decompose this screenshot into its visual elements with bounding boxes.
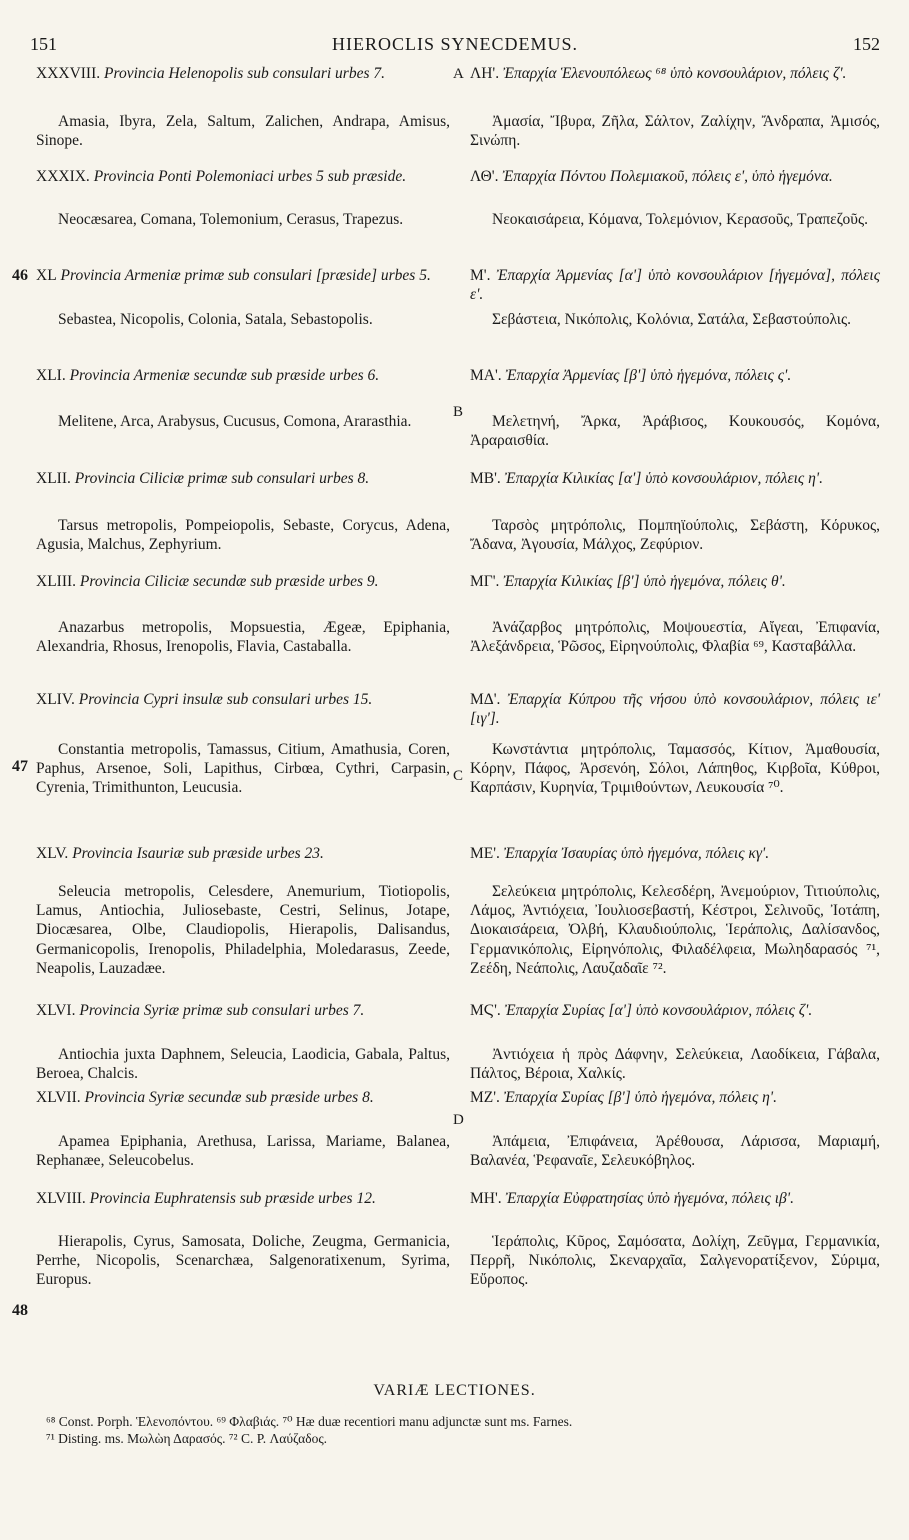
- section-number: ΛΗ'.: [470, 65, 500, 82]
- section-number: Μ'.: [470, 267, 491, 284]
- footnote-line: ⁶⁸ Const. Porph. Ἑλενοπόντου. ⁶⁹ Φλαβιάς. ⁷⁰ Hæ duæ recentiori manu adjunctæ sunt ms. Farnes.: [46, 1414, 573, 1429]
- city-list: Ἀμασία, Ἴβυρα, Ζῆλα, Σάλτον, Ζαλίχην, Ἄνδραπα, Ἀμισός, Σινώπη.: [470, 113, 880, 150]
- section-title-text: Provincia Helenopolis sub consulari urbes 7.: [104, 65, 385, 82]
- section-title-text: Ἐπαρχία Κιλικίας [α'] ὑπὸ κονσουλάριον, πόλεις η'.: [504, 470, 823, 487]
- city-list: Μελετηνή, Ἄρκα, Ἀράβισος, Κουκουσός, Κομόνα, Ἀραραισθία.: [470, 413, 880, 450]
- city-list: Anazarbus metropolis, Mopsuestia, Ægeæ, Epiphania, Alexandria, Rhosus, Irenopolis, Flavia, Castaballa.: [36, 619, 450, 656]
- margin-letter-b: B: [453, 404, 464, 420]
- section-heading: [36, 1088, 450, 1107]
- section-title-text: Ἐπαρχία Πόντου Πολεμιακοῦ, πόλεις ε', ὑπὸ ἡγεμόνα.: [502, 168, 833, 185]
- page-header: [30, 34, 880, 62]
- city-list: Σεβάστεια, Νικόπολις, Κολόνια, Σατάλα, Σεβαστούπολις.: [492, 311, 851, 328]
- section-heading: [36, 1001, 450, 1020]
- section-number: XLVIII.: [36, 1190, 86, 1207]
- section-title-text: Ἐπαρχία Ἀρμενίας [α'] ὑπὸ κονσουλάριον [ἡγεμόνα], πόλεις ε'.: [470, 267, 881, 304]
- section-title-text: Provincia Ciliciæ primæ sub consulari urbes 8.: [74, 470, 370, 487]
- city-list: Ἱεράπολις, Κῦρος, Σαμόσατα, Δολίχη, Ζεῦγμα, Γερμανικία, Περρῆ, Νικόπολις, Σκεναρχαῖα, Σαλγενορατίξενον, Σύριμα, Εὔροπος.: [470, 1233, 880, 1289]
- city-list: Melitene, Arca, Arabysus, Cucusus, Comona, Ararasthia.: [58, 413, 412, 430]
- section-title-text: Provincia Euphratensis sub præside urbes 12.: [89, 1190, 376, 1207]
- city-list: Ἀντιόχεια ἡ πρὸς Δάφνην, Σελεύκεια, Λαοδίκεια, Γάβαλα, Πάλτος, Βέροια, Χαλκίς.: [470, 1046, 880, 1083]
- city-list: Ἀπάμεια, Ἐπιφάνεια, Ἀρέθουσα, Λάρισσα, Μαριαμή, Βαλανέα, Ῥεφαναῖε, Σελευκόβηλος.: [470, 1133, 880, 1170]
- running-title: HIEROCLIS SYNECDEMUS.: [331, 34, 579, 54]
- section-heading: [36, 266, 450, 285]
- section-heading: [470, 1189, 880, 1208]
- section-heading: [36, 64, 450, 83]
- section-number: XLVII.: [36, 1089, 81, 1106]
- section-heading: [36, 1189, 450, 1208]
- section-number: ΛΘ'.: [470, 168, 499, 185]
- section-number: XLI.: [36, 367, 66, 384]
- margin-number-47: 47: [12, 758, 28, 775]
- city-list: Seleucia metropolis, Celesdere, Anemurium, Tiotiopolis, Lamus, Antiochia, Juliosebaste, Cestri, Selinus, Jotape, Diocæsarea, Olbe, Claudiopolis, Hierapolis, Dalisandus, Germanicopolis, Irenopolis, Philadelphia, Moledarasus, Zeede, Neapolis, Lauzadæe.: [36, 883, 450, 977]
- section-title-text: Provincia Ponti Polemoniaci urbes 5 sub præside.: [93, 168, 407, 185]
- section-title-text: Provincia Isauriæ sub præside urbes 23.: [72, 845, 324, 862]
- footnotes: [46, 1413, 884, 1447]
- city-list: Constantia metropolis, Tamassus, Citium, Amathusia, Coren, Paphus, Arsenoe, Soli, Lapithus, Cirbœa, Cythri, Carpasin, Cyrenia, Trimithunton, Leucusia.: [36, 741, 450, 797]
- margin-number-46: 46: [12, 267, 28, 284]
- city-list: Κωνστάντια μητρόπολις, Ταμασσός, Κίτιον, Ἀμαθουσία, Κόρην, Πάφος, Ἀρσενόη, Σόλοι, Λάπηθος, Κιρβοῖα, Κύθροι, Καρπάσιν, Κυρηνία, Τριμιθούντων, Λευκουσία ⁷⁰.: [470, 741, 880, 797]
- section-title-text: Ἐπαρχία Κιλικίας [β'] ὑπὸ ἡγεμόνα, πόλεις θ'.: [503, 573, 786, 590]
- section-heading: [36, 844, 450, 863]
- section-heading: [36, 469, 450, 488]
- section-heading: [470, 844, 880, 863]
- section-heading: [470, 1088, 880, 1107]
- section-number: XLIV.: [36, 691, 75, 708]
- section-number: ΜϚ'.: [470, 1002, 501, 1019]
- section-number: XXXVIII.: [36, 65, 101, 82]
- city-list: Ταρσὸς μητρόπολις, Πομπηϊούπολις, Σεβάστη, Κόρυκος, Ἄδανα, Ἀγουσία, Μάλχος, Ζεφύριον.: [470, 517, 880, 554]
- section-number: XLIII.: [36, 573, 77, 590]
- section-heading: [470, 1001, 880, 1020]
- section-number: ΜΓ'.: [470, 573, 500, 590]
- section-title-text: Provincia Armeniæ secundæ sub præside urbes 6.: [69, 367, 380, 384]
- margin-letter-c: C: [453, 768, 464, 784]
- section-number: XXXIX.: [36, 168, 90, 185]
- city-list: Sebastea, Nicopolis, Colonia, Satala, Sebastopolis.: [58, 311, 373, 328]
- section-heading: [470, 266, 880, 304]
- footnote-line: ⁷¹ Disting. ms. Μωλὼη Δαρασός. ⁷² C. P. Λαύζαδος.: [46, 1431, 328, 1446]
- section-heading: [470, 64, 880, 83]
- city-list: Hierapolis, Cyrus, Samosata, Doliche, Zeugma, Germanicia, Perrhe, Nicopolis, Scenarchæa, Salgenoratixenum, Syrima, Europus.: [36, 1233, 450, 1289]
- section-title-text: Ἐπαρχία Εὐφρατησίας ὑπὸ ἡγεμόνα, πόλεις ιβ'.: [505, 1190, 794, 1207]
- section-heading: [36, 690, 450, 709]
- city-list: Neocæsarea, Comana, Tolemonium, Cerasus, Trapezus.: [58, 211, 404, 228]
- section-title-text: Provincia Ciliciæ secundæ sub præside urbes 9.: [79, 573, 379, 590]
- city-list: Amasia, Ibyra, Zela, Saltum, Zalichen, Andrapa, Amisus, Sinope.: [36, 113, 450, 150]
- margin-letter-d: D: [453, 1112, 464, 1128]
- section-title-text: Ἐπαρχία Κύπρου τῆς νήσου ὑπὸ κονσουλάριον, πόλεις ιε' [ιγ'].: [470, 691, 881, 728]
- section-heading: [36, 572, 450, 591]
- section-number: XL: [36, 267, 57, 284]
- city-list: Ἀνάζαρβος μητρόπολις, Μοψουεστία, Αἴγεαι, Ἐπιφανία, Ἀλεξάνδρεια, Ῥῶσος, Εἰρηνούπολις, Φλαβία ⁶⁹, Κασταβάλλα.: [470, 619, 880, 656]
- section-heading: [470, 690, 880, 728]
- section-number: ΜΔ'.: [470, 691, 501, 708]
- city-list: Apamea Epiphania, Arethusa, Larissa, Mariame, Balanea, Rephanæe, Seleucobelus.: [36, 1133, 450, 1170]
- section-number: ΜΒ'.: [470, 470, 501, 487]
- section-title-text: Provincia Armeniæ primæ sub consulari [præside] urbes 5.: [60, 267, 431, 284]
- section-heading: [470, 572, 880, 591]
- city-list: Νεοκαισάρεια, Κόμανα, Τολεμόνιον, Κερασοῦς, Τραπεζοῦς.: [492, 211, 868, 228]
- variae-lectiones-heading: VARIÆ LECTIONES.: [373, 1382, 536, 1399]
- section-title-text: Ἐπαρχία Ἀρμενίας [β'] ὑπὸ ἡγεμόνα, πόλεις ς'.: [505, 367, 792, 384]
- page-number-left: 151: [30, 34, 57, 54]
- section-heading: [470, 366, 880, 385]
- section-heading: [36, 366, 450, 385]
- section-title-text: Provincia Syriæ primæ sub consulari urbes 7.: [79, 1002, 365, 1019]
- section-number: XLV.: [36, 845, 69, 862]
- section-title-text: Ἐπαρχία Συρίας [β'] ὑπὸ ἡγεμόνα, πόλεις η'.: [503, 1089, 777, 1106]
- section-heading: [470, 469, 880, 488]
- section-number: ΜΑ'.: [470, 367, 502, 384]
- section-heading: [36, 167, 450, 186]
- city-list: Antiochia juxta Daphnem, Seleucia, Laodicia, Gabala, Paltus, Beroea, Chalcis.: [36, 1046, 450, 1083]
- city-list: Σελεύκεια μητρόπολις, Κελεσδέρη, Ἀνεμούριον, Τιτιούπολις, Λάμος, Ἀντιόχεια, Ἰουλιοσεβαστή, Κέστροι, Σελινοῦς, Ἰοτάπη, Διοκαισάρεια, Ὀλβή, Κλαυδιούπολις, Ἱεράπολις, Δαλίσανδος, Γερμανικόπολις, Εἰρηνόπολις, Φιλαδέλφεια, Μωληδαρασός ⁷¹, Ζεέδη, Νεάπολις, Λαυζαδαῖε ⁷².: [470, 883, 880, 977]
- section-title-text: Ἐπαρχία Ἰσαυρίας ὑπὸ ἡγεμόνα, πόλεις κγ'.: [503, 845, 770, 862]
- section-title-text: Ἐπαρχία Συρίας [α'] ὑπὸ κονσουλάριον, πόλεις ζ'.: [504, 1002, 813, 1019]
- section-number: ΜΖ'.: [470, 1089, 500, 1106]
- section-number: ΜΕ'.: [470, 845, 500, 862]
- section-number: XLII.: [36, 470, 71, 487]
- city-list: Tarsus metropolis, Pompeiopolis, Sebaste, Corycus, Adena, Agusia, Malchus, Zephyrium.: [36, 517, 450, 554]
- section-number: ΜΗ'.: [470, 1190, 502, 1207]
- margin-letter-a: A: [453, 66, 464, 82]
- section-title-text: Provincia Cypri insulæ sub consulari urbes 15.: [78, 691, 373, 708]
- section-title-text: Ἐπαρχία Ἑλενουπόλεως ⁶⁸ ὑπὸ κονσουλάριον, πόλεις ζ'.: [502, 65, 847, 82]
- section-heading: [470, 167, 880, 186]
- section-title-text: Provincia Syriæ secundæ sub præside urbes 8.: [84, 1089, 374, 1106]
- margin-number-48: 48: [12, 1302, 28, 1319]
- section-number: XLVI.: [36, 1002, 76, 1019]
- page-number-right: 152: [853, 34, 880, 54]
